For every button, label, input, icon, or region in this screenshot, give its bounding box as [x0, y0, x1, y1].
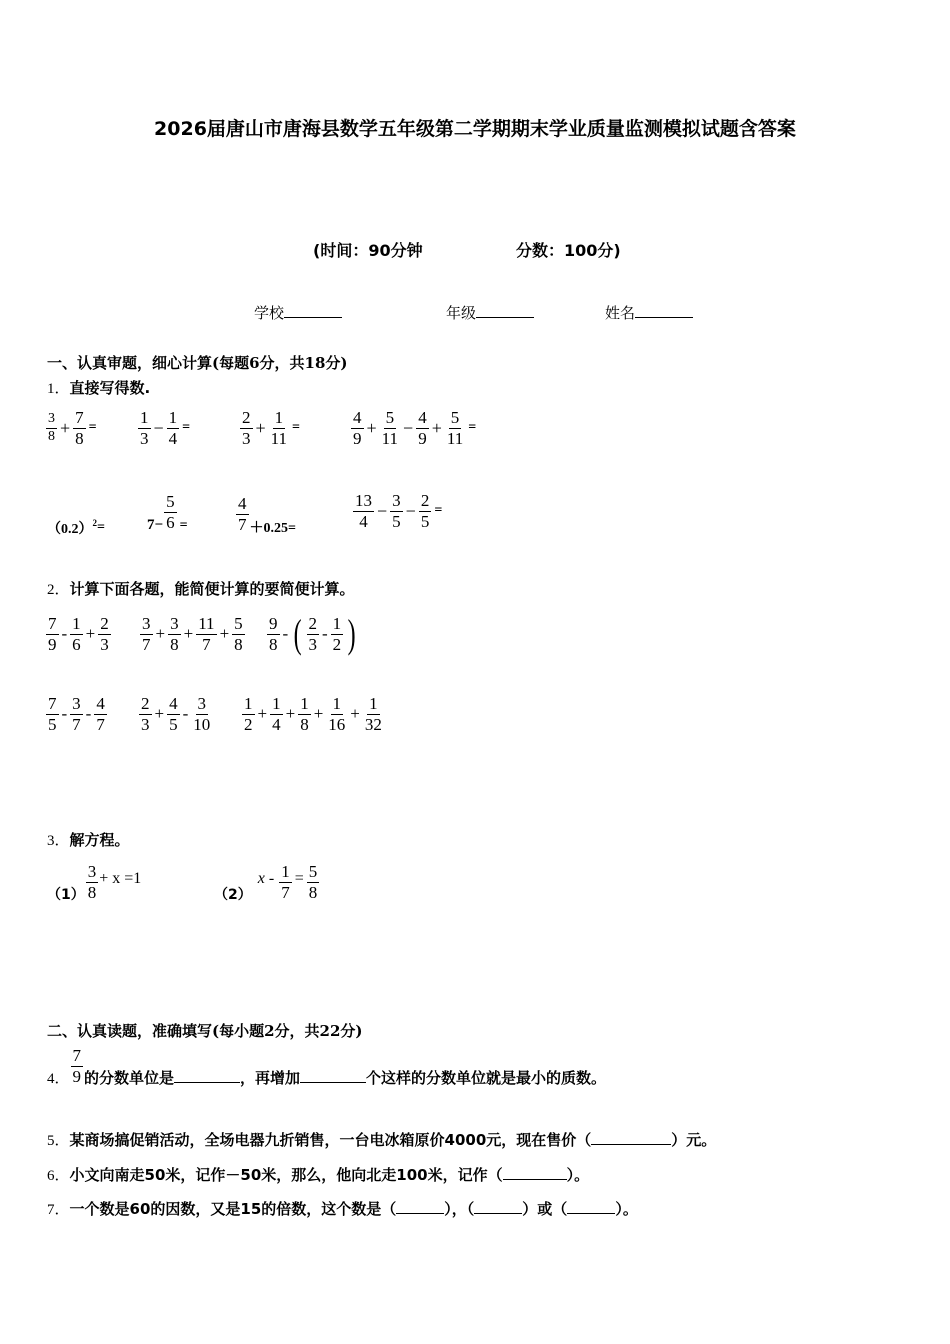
- fraction: $\frac{4}{7}$: [238, 493, 247, 534]
- fraction: $\frac{1}{8}$: [300, 694, 309, 734]
- fraction: $\frac{1}{4}$: [272, 694, 281, 734]
- fraction: $\frac{2}{3}$: [141, 694, 150, 734]
- fraction: $\frac{5}{8}$: [234, 614, 243, 654]
- fraction: $\frac{3}{5}$: [392, 491, 401, 531]
- q2-expr-4: $\frac{7}{5}$ - $\frac{3}{7}$ - $\frac{4}{7}$: [48, 694, 105, 734]
- question-1: [47, 377, 150, 398]
- school-field: [254, 302, 342, 323]
- question-4: 4． $\frac{7}{9}$ 的分数单位是 ，再增加 个这样的分数单位就是最小的质数。: [47, 1046, 607, 1087]
- fraction: $\frac{1}{2}$: [244, 694, 253, 734]
- fraction: $\frac{1}{2}$: [332, 614, 342, 654]
- grade-label: 年级: [446, 304, 477, 322]
- q3-equation-2: （2） x - $\frac{1}{7}$ = $\frac{5}{8}$: [214, 861, 318, 903]
- question-text: 计算下面各题，能简便计算的要简便计算。: [69, 580, 355, 598]
- section-2-heading: 二、认真读题，准确填写(每小题2分，共22分): [47, 1022, 363, 1040]
- fraction: $\frac{5}{11}$: [381, 408, 399, 448]
- school-label: 学校: [254, 304, 285, 322]
- answer-blank[interactable]: [174, 1082, 240, 1083]
- q2-expr-2: $\frac{3}{7}$ + $\frac{3}{8}$ + $\frac{11}{7}$ + $\frac{5}{8}$: [142, 614, 243, 654]
- question-2: [47, 578, 355, 599]
- fraction: $\frac{5}{6}$: [166, 492, 175, 532]
- question-number: 2．: [47, 582, 70, 598]
- fraction: $\frac{4}{9}$: [353, 408, 362, 448]
- exam-score: 分数：100分): [516, 241, 621, 260]
- fraction: $\frac{3}{8}$: [48, 411, 55, 444]
- fraction: $\frac{1}{11}$: [270, 408, 288, 448]
- fraction: $\frac{2}{5}$: [420, 491, 430, 531]
- fraction: $\frac{7}{8}$: [75, 408, 84, 448]
- page-title: 2026届唐山市唐海县数学五年级第二学期期末学业质量监测模拟试题含答案: [154, 118, 796, 140]
- q1-expr-7: $\frac{4}{7}$ ＋0.25=: [238, 493, 296, 536]
- q1-expr-5: （0.2） $^2$ =: [47, 518, 105, 537]
- q1-expr-2: $\frac{1}{3}$ − $\frac{1}{4}$ =: [140, 408, 191, 448]
- answer-blank[interactable]: [567, 1213, 615, 1214]
- fraction: $\frac{3}{8}$: [87, 861, 97, 902]
- answer-blank[interactable]: [503, 1179, 567, 1180]
- fraction: $\frac{1}{6}$: [72, 614, 81, 654]
- question-text: 直接写得数.: [69, 379, 151, 397]
- q1-expr-6: 7− $\frac{5}{6}$ =: [147, 492, 188, 533]
- name-label: 姓名: [605, 304, 636, 322]
- fraction: $\frac{5}{11}$: [446, 408, 464, 448]
- fraction: $\frac{4}{9}$: [418, 408, 427, 448]
- q2-expr-1: $\frac{7}{9}$ - $\frac{1}{6}$ + $\frac{2}{3}$: [48, 614, 109, 654]
- fraction: $\frac{7}{5}$: [48, 694, 57, 734]
- answer-blank[interactable]: [300, 1082, 366, 1083]
- fraction: $\frac{9}{8}$: [269, 614, 278, 654]
- answer-blank[interactable]: [396, 1213, 444, 1214]
- question-text: 解方程。: [69, 831, 130, 849]
- answer-blank[interactable]: [591, 1144, 671, 1145]
- fraction: $\frac{3}{7}$: [72, 694, 81, 734]
- fraction: $\frac{1}{16}$: [328, 694, 346, 734]
- question-number: 1．: [47, 381, 70, 397]
- name-field: [605, 302, 693, 323]
- grade-field: [446, 302, 534, 323]
- q3-equation-1: （1） $\frac{3}{8}$ + x =1: [47, 861, 142, 903]
- fraction: $\frac{1}{4}$: [168, 408, 178, 448]
- fraction: $\frac{3}{7}$: [142, 614, 151, 654]
- fraction: $\frac{2}{3}$: [100, 614, 109, 654]
- q2-expr-3: $\frac{9}{8}$ - ( $\frac{2}{3}$ - $\frac{1}{2}$ ): [269, 611, 356, 657]
- fraction: $\frac{7}{9}$: [48, 614, 57, 654]
- answer-blank[interactable]: [474, 1213, 522, 1214]
- fraction: $\frac{13}{4}$: [355, 491, 372, 531]
- fraction: $\frac{1}{7}$: [281, 861, 290, 902]
- fraction: $\frac{11}{7}$: [198, 614, 215, 654]
- exam-time: (时间：90分钟: [313, 241, 423, 260]
- question-6: 6．小文向南走50米，记作－50米，那么，他向北走100米，记作（ ）。: [47, 1166, 590, 1184]
- q1-expr-1: $\frac{3}{8}$ + $\frac{7}{8}$ =: [48, 408, 97, 448]
- section-1-heading: 一、认真审题，细心计算(每题6分，共18分): [47, 354, 348, 372]
- fraction: $\frac{2}{3}$: [308, 614, 317, 654]
- q1-expr-3: $\frac{2}{3}$ + $\frac{1}{11}$ =: [242, 408, 301, 448]
- q1-expr-8: $\frac{13}{4}$ − $\frac{3}{5}$ − $\frac{2}{5}$ =: [355, 491, 443, 531]
- question-number: 3．: [47, 833, 70, 849]
- question-7: 7．一个数是60的因数，又是15的倍数，这个数是（ ），（ ）或（ ）。: [47, 1200, 638, 1218]
- fraction: $\frac{4}{7}$: [96, 694, 105, 734]
- q2-expr-6: $\frac{1}{2}$ + $\frac{1}{4}$ + $\frac{1}{8}$ + $\frac{1}{16}$ + $\frac{1}{32}$: [244, 694, 382, 734]
- q1-expr-4: $\frac{4}{9}$ + $\frac{5}{11}$ − $\frac{4}{9}$ + $\frac{5}{11}$ =: [353, 408, 477, 448]
- fraction: $\frac{2}{3}$: [242, 408, 251, 448]
- fraction: $\frac{1}{32}$: [364, 694, 382, 734]
- fraction: $\frac{3}{8}$: [170, 614, 179, 654]
- fraction: $\frac{7}{9}$: [72, 1046, 82, 1086]
- fraction: $\frac{4}{5}$: [169, 694, 178, 734]
- q2-expr-5: $\frac{2}{3}$ + $\frac{4}{5}$ - $\frac{3}{10}$: [141, 694, 211, 734]
- question-5: 5．某商场搞促销活动，全场电器九折销售，一台电冰箱原价4000元，现在售价（ ）元。: [47, 1131, 717, 1149]
- fraction: $\frac{1}{3}$: [140, 408, 149, 448]
- fraction: $\frac{5}{8}$: [308, 861, 318, 902]
- fraction: $\frac{3}{10}$: [193, 694, 211, 734]
- question-3: [47, 829, 130, 850]
